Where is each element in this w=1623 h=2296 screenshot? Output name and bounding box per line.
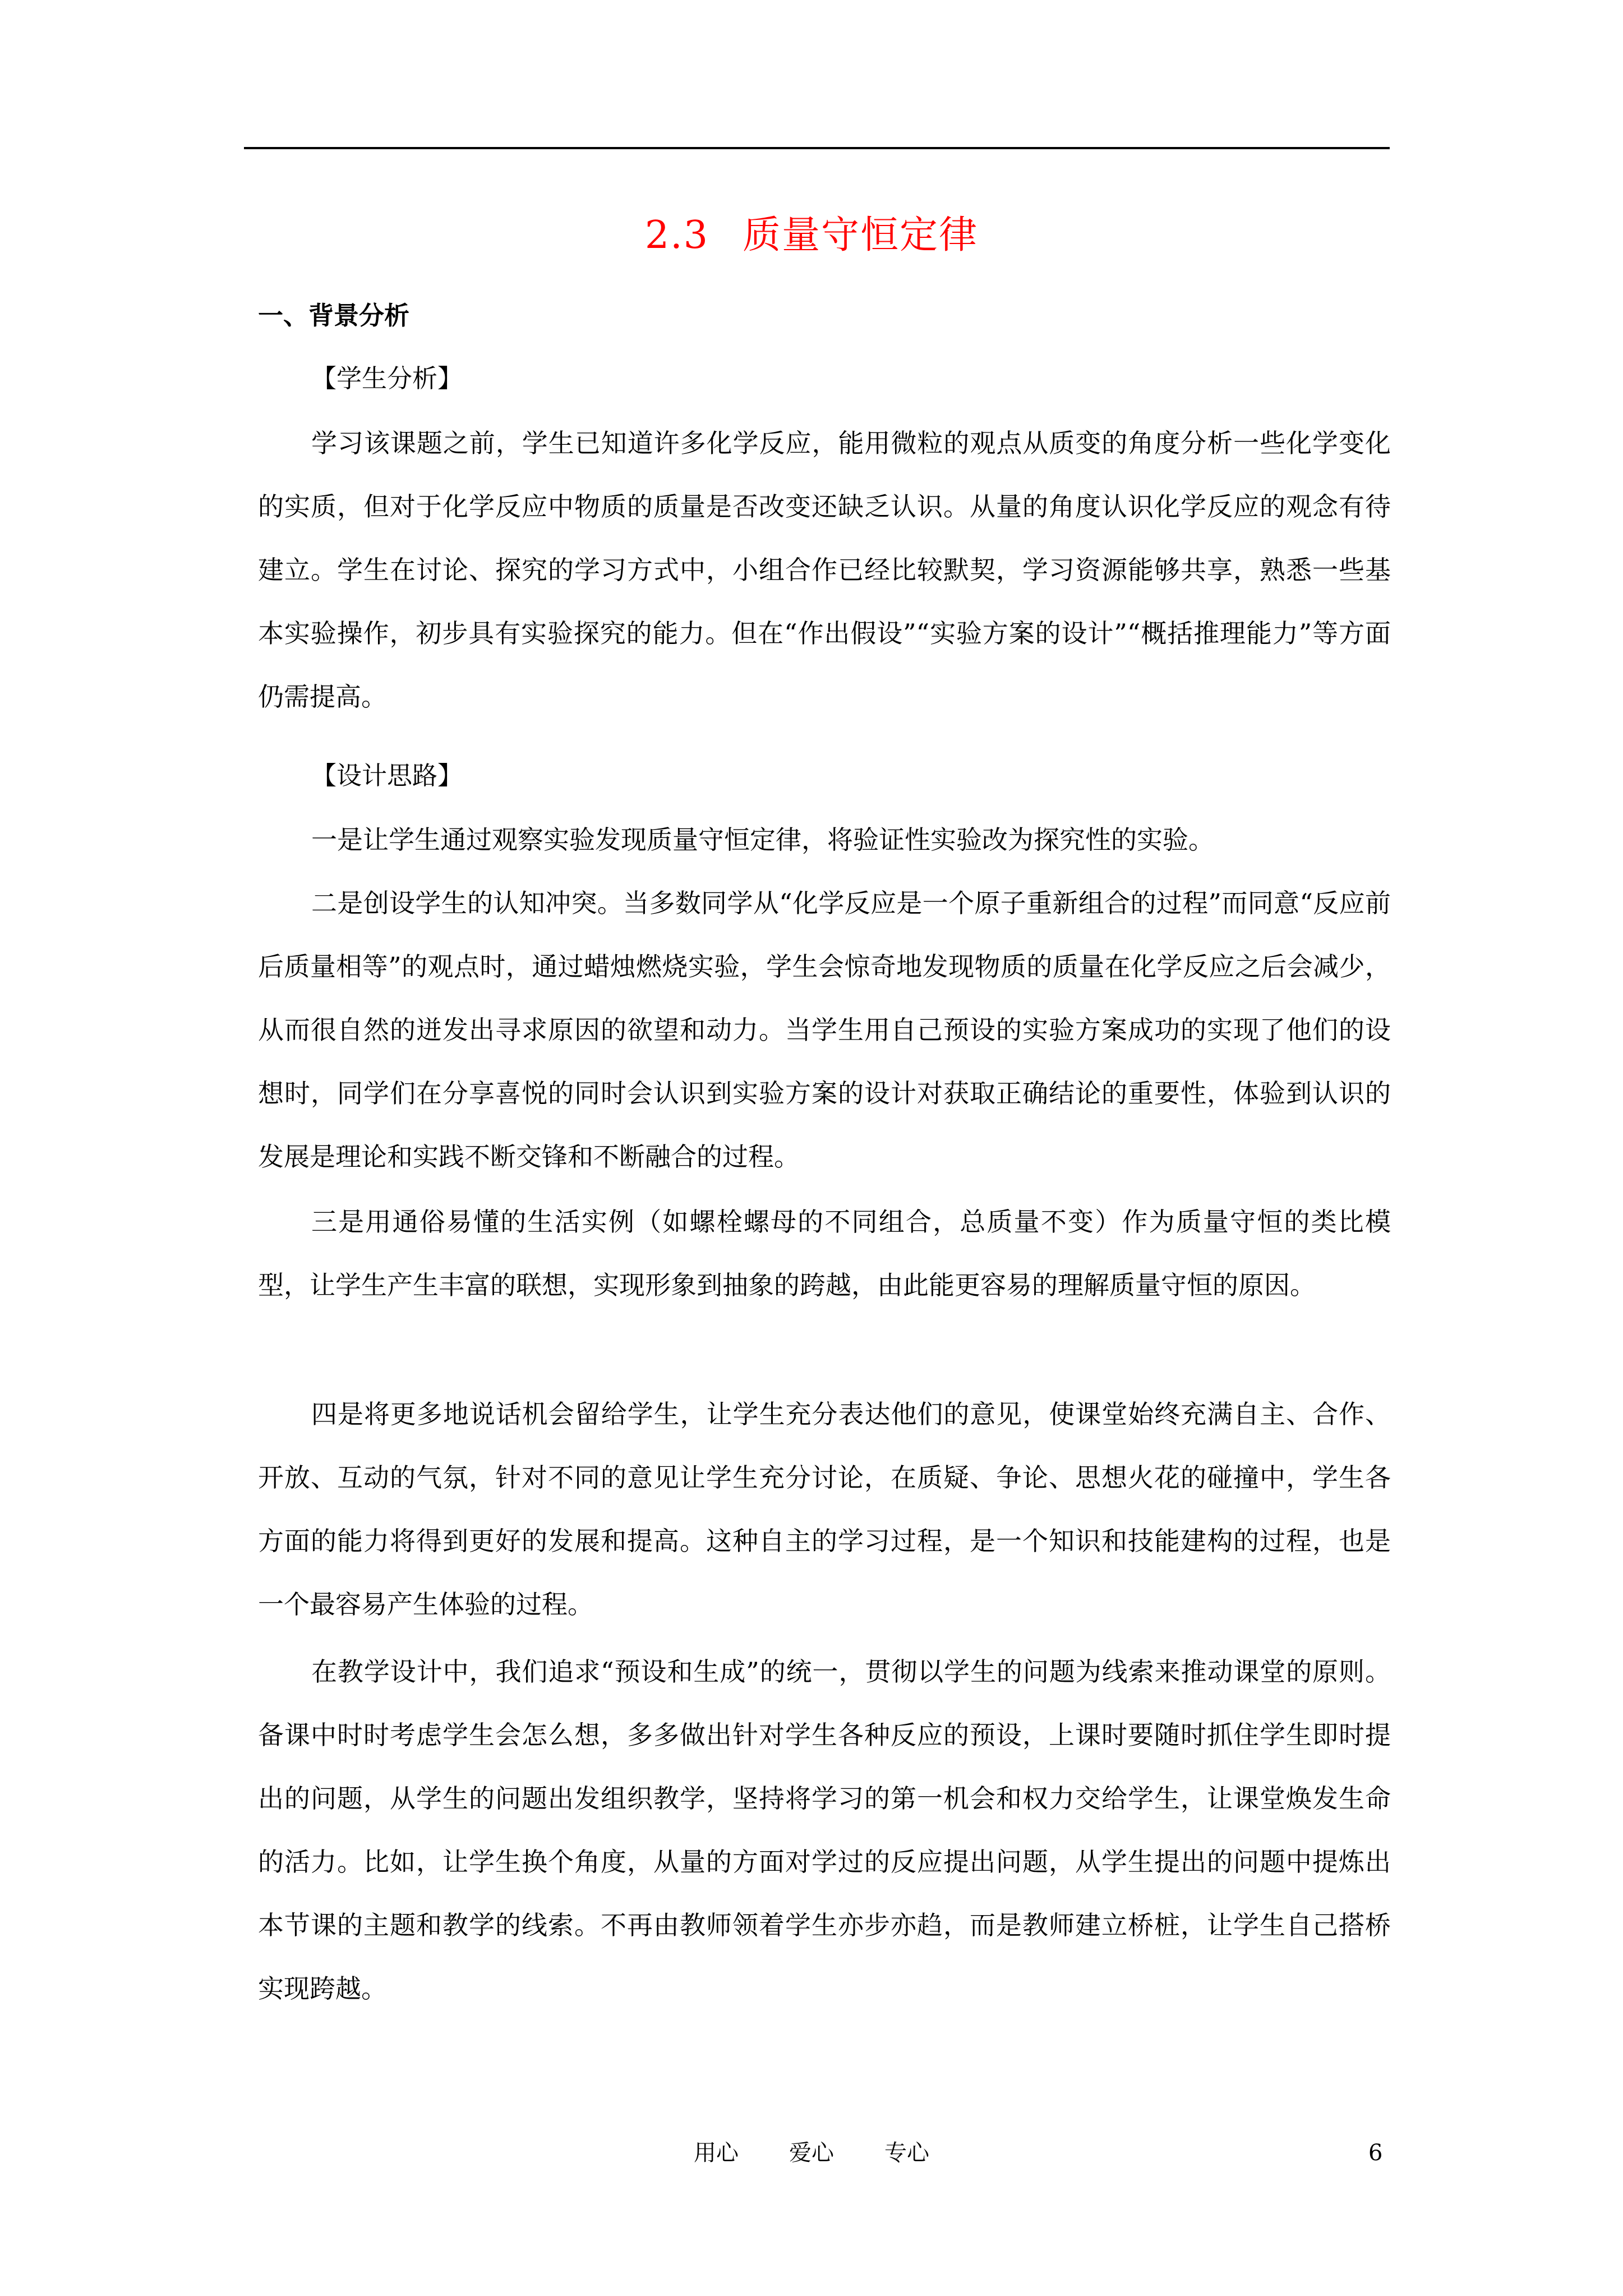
page-title bbox=[0, 208, 1623, 264]
footer-slogan-2: 爱心 bbox=[789, 2140, 834, 2166]
title-number: 2.3 bbox=[644, 213, 709, 257]
design-paragraph-1: 一是让学生通过观察实验发现质量守恒定律，将验证性实验改为探究性的实验。 bbox=[311, 825, 1214, 855]
footer-slogan-3: 专心 bbox=[884, 2140, 929, 2166]
header-rule bbox=[244, 147, 1390, 149]
page-number: 6 bbox=[1368, 2140, 1383, 2166]
design-paragraph-3: 三是用通俗易懂的生活实例（如螺栓螺母的不同组合，总质量不变）作为质量守恒的类比模型，让学生产生丰富的联想，实现形象到抽象的跨越，由此能更容易的理解质量守恒的原因。 bbox=[258, 1207, 1391, 1300]
footer-slogan-1: 用心 bbox=[694, 2140, 739, 2166]
section-heading: 一、背景分析 bbox=[258, 301, 410, 330]
design-paragraph-2: 二是创设学生的认知冲突。当多数同学从“化学反应是一个原子重新组合的过程”而同意“反应前后质量相等”的观点时，通过蜡烛燃烧实验，学生会惊奇地发现物质的质量在化学反应之后会减少，从而很自然的迸发出寻求原因的欲望和动力。当学生用自己预设的实验方案成功的实现了他们的设想时，同学们在分享喜悦的同时会认识到实验方案的设计对获取正确结论的重要性，体验到认识的发展是理论和实践不断交锋和不断融合的过程。 bbox=[258, 888, 1391, 1172]
student-analysis-paragraph: 学习该课题之前，学生已知道许多化学反应，能用微粒的观点从质变的角度分析一些化学变化的实质，但对于化学反应中物质的质量是否改变还缺乏认识。从量的角度认识化学反应的观念有待建立。学生在讨论、探究的学习方式中，小组合作已经比较默契，学习资源能够共享，熟悉一些基本实验操作，初步具有实验探究的能力。但在“作出假设”“实验方案的设计”“概括推理能力”等方面仍需提高。 bbox=[258, 428, 1391, 712]
design-paragraph-4: 四是将更多地说话机会留给学生，让学生充分表达他们的意见，使课堂始终充满自主、合作、开放、互动的气氛，针对不同的意见让学生充分讨论，在质疑、争论、思想火花的碰撞中，学生各方面的能力将得到更好的发展和提高。这种自主的学习过程，是一个知识和技能建构的过程，也是一个最容易产生体验的过程。 bbox=[258, 1399, 1391, 1619]
design-paragraph-5: 在教学设计中，我们追求“预设和生成”的统一，贯彻以学生的问题为线索来推动课堂的原则。备课中时时考虑学生会怎么想，多多做出针对学生各种反应的预设，上课时要随时抓住学生即时提出的问题，从学生的问题出发组织教学，坚持将学习的第一机会和权力交给学生，让课堂焕发生命的活力。比如，让学生换个角度，从量的方面对学过的反应提出问题，从学生提出的问题中提炼出本节课的主题和教学的线索。不再由教师领着学生亦步亦趋，而是教师建立桥桩，让学生自己搭桥实现跨越。 bbox=[258, 1657, 1391, 2004]
design-idea-heading: 【设计思路】 bbox=[311, 761, 463, 790]
title-text: 质量守恒定律 bbox=[743, 213, 979, 257]
student-analysis-heading: 【学生分析】 bbox=[311, 364, 463, 393]
